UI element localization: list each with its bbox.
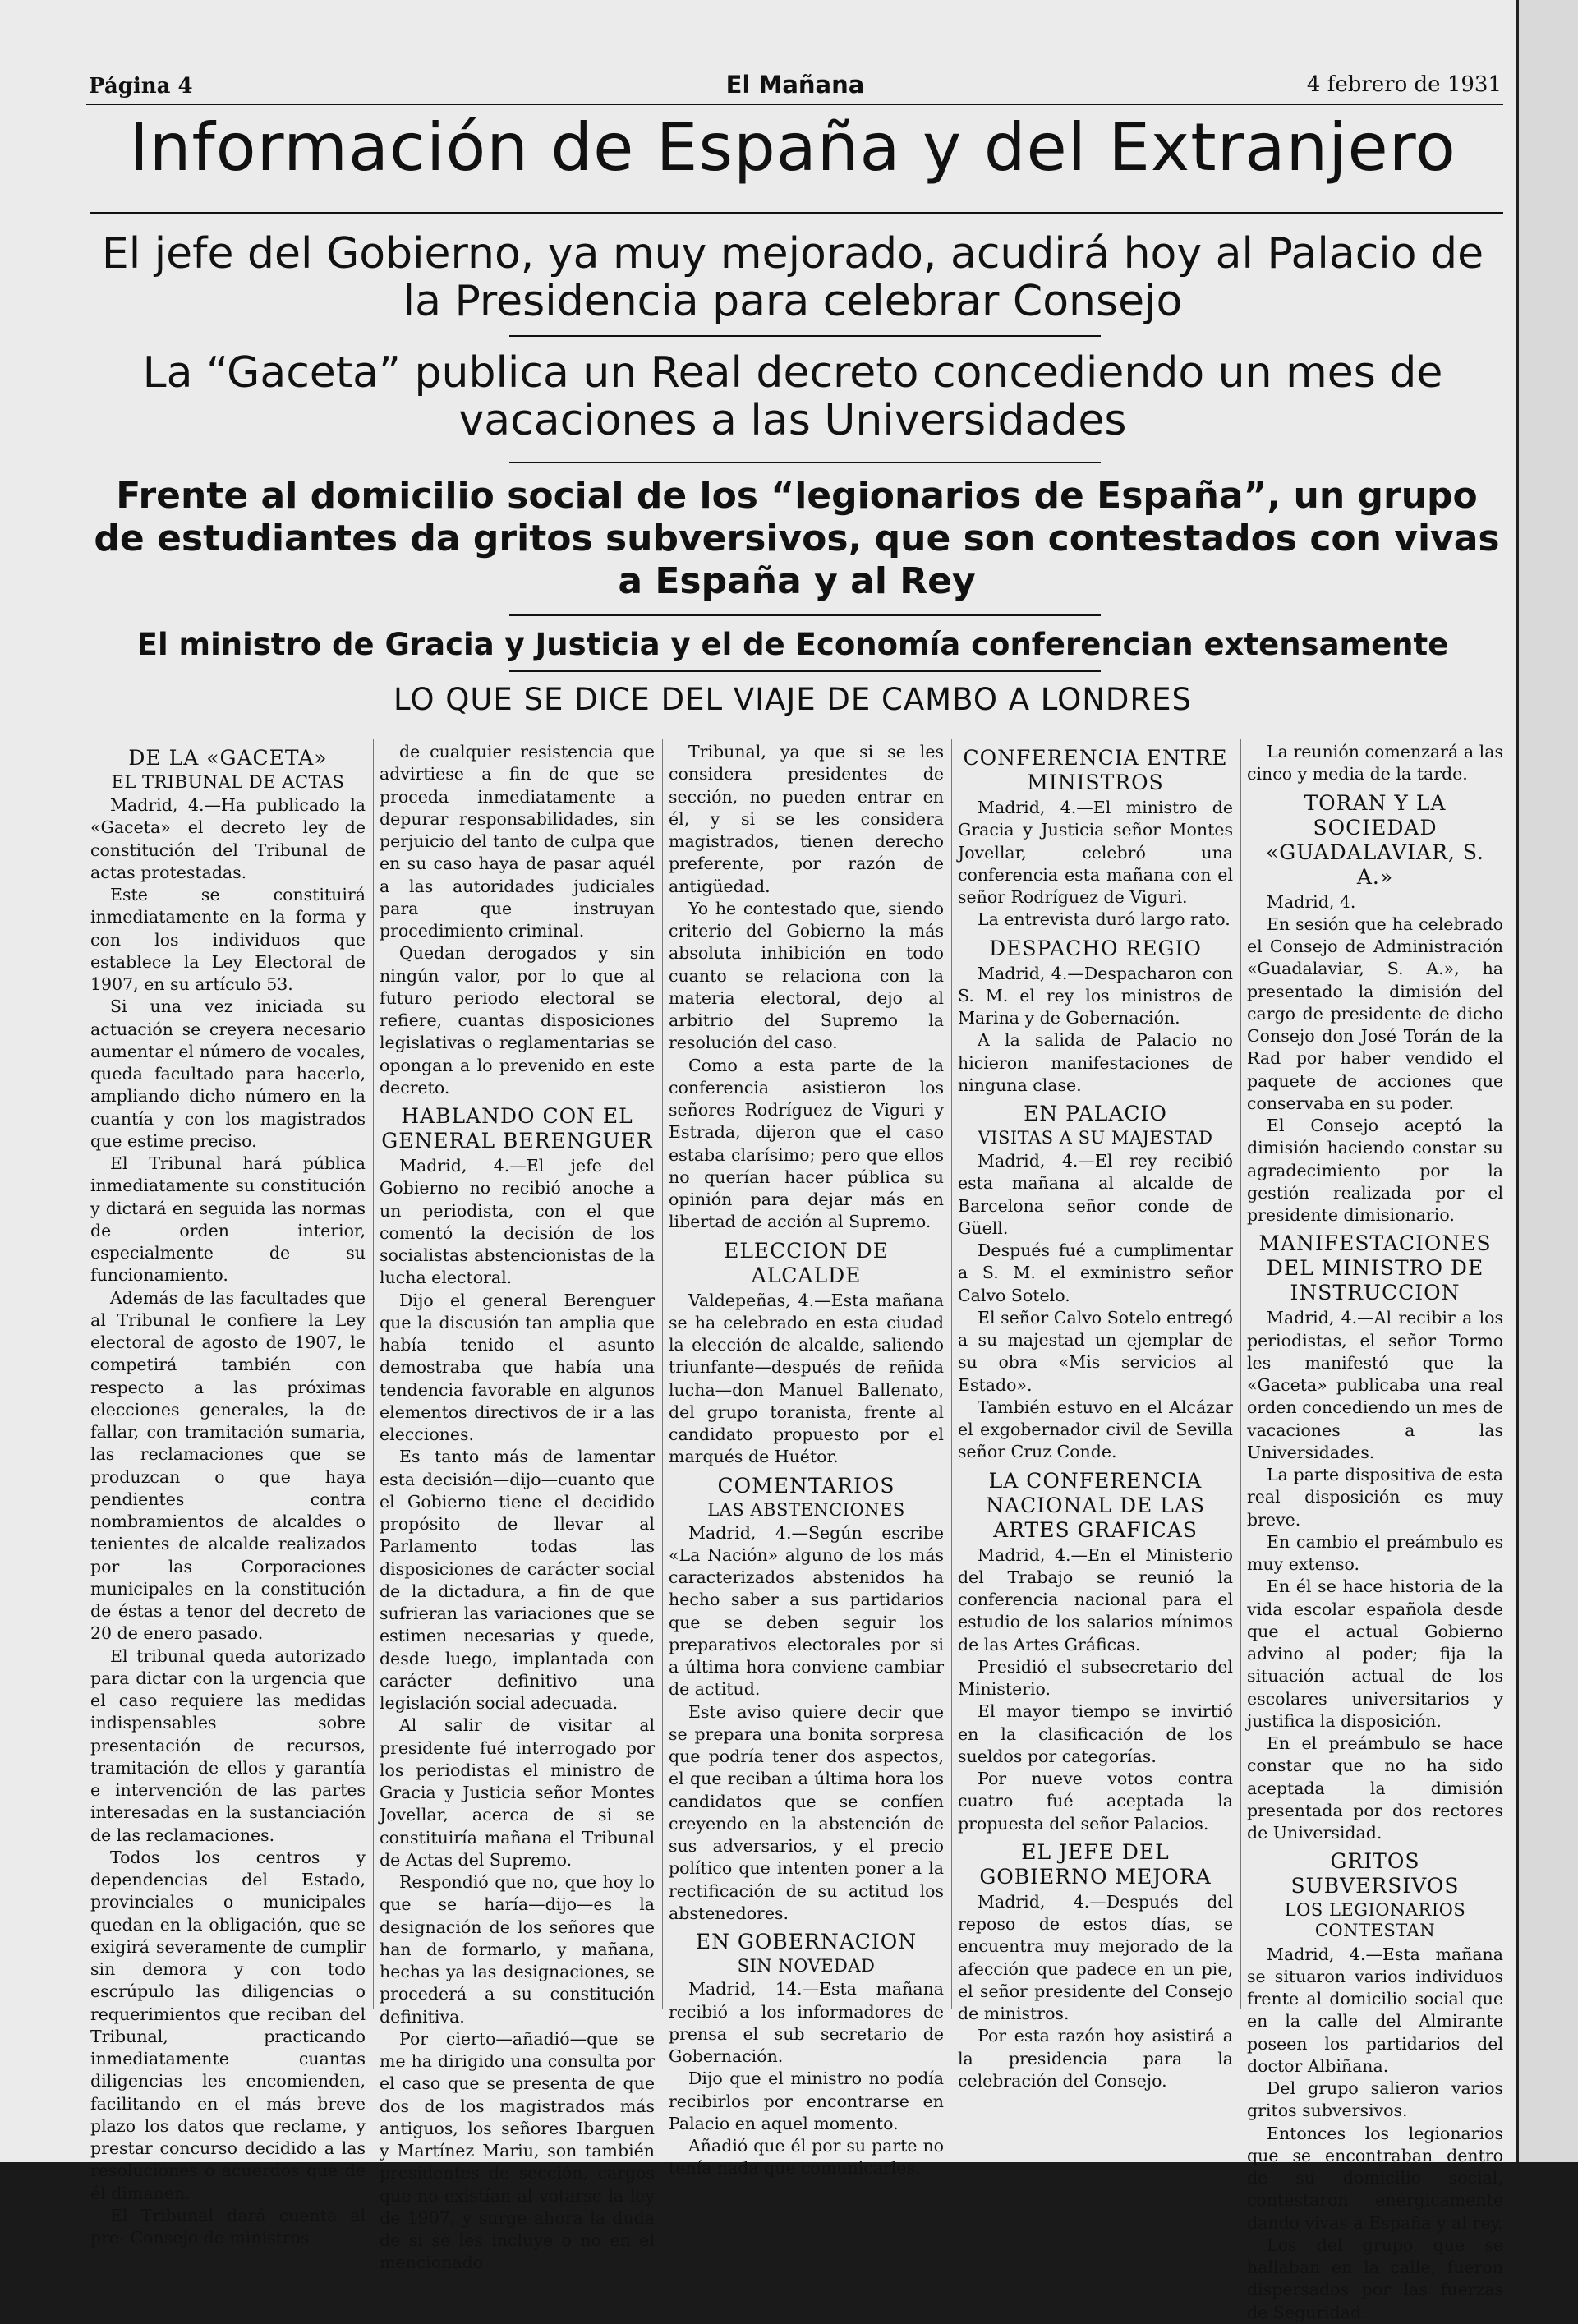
divider-2 [509, 462, 1101, 463]
col4-paragraph: Por nueve votos contra cuatro fué aceptada la propuesta del señor Palacios. [958, 1769, 1233, 1834]
page-header [89, 67, 1502, 100]
col1-paragraph: El tribunal queda autorizado para dictar con la urgencia que el caso requiere las medidas indispensables sobre presentación de recursos, tramitación de ellos y garantía e intervención de las partes interesadas en la sustanciación de las reclamaciones. [90, 1645, 366, 1845]
headline-gobierno: El jefe del Gobierno, ya muy mejorado, acudirá hoy al Palacio de la Presidencia para celebrar Consejo [101, 229, 1484, 327]
col5-paragraph: En él se hace historia de la vida escolar española desde que el actual Gobierno advino al poder; fija la situación actual de los escolares universitarios y justifica la disposición. [1247, 1576, 1503, 1731]
headline-ministros: El ministro de Gracia y Justicia y el de Economía conferencian extensamente [136, 627, 1449, 662]
col4-paragraph: Madrid, 4.—Despacharon con S. M. el rey los ministros de Marina y de Gobernación. [958, 963, 1233, 1028]
col1-paragraph: Si una vez iniciada su actuación se creyera necesario aumentar el número de vocales, queda facultado para hacerlo, ampliando dicho número en la cuantía y con los magistrados que estime preciso. [90, 996, 366, 1151]
col4-paragraph: Madrid, 4.—Después del reposo de estos días, se encuentra muy mejorado de la afección que padece en un pie, el señor presidente del Consejo de ministros. [958, 1891, 1233, 2024]
col1-paragraph: Este se constituirá inmediatamente en la forma y con los individuos que establece la Ley Electoral de 1907, en su artículo 53. [90, 885, 366, 995]
col4-title: EL JEFE DEL GOBIERNO MEJORA [979, 1839, 1212, 1889]
col1-paragraph: Todos los centros y dependencias del Estado, provinciales o municipales quedan en la obligación, que se exigirá severamente de cumplir sin demora y con todo escrúpulo las diligencias o requerimientos que reciban del Tribunal, practicando inmediatamente cuantas diligencias les encomienden, facilitando en el más breve plazo los datos que reclame, y prestar concurso decidido a las resoluciones o acuerdos que de él dimanen. [90, 1847, 366, 2203]
column-3 [669, 741, 944, 2179]
masthead: El Mañana [725, 71, 865, 99]
col1-paragraph: El Tribunal dará cuenta al pre- Consejo de ministros [90, 2205, 366, 2248]
col5-subtitle: LOS LEGIONARIOS CONTESTAN [1284, 1900, 1466, 1941]
headline-legionarios: Frente al domicilio social de los “legionarios de España”, un grupo de estudiantes da gritos subversivos, que son contestados con vivas a España y al Rey [94, 475, 1500, 602]
column-divider [951, 739, 952, 2009]
col3-paragraph: Como a esta parte de la conferencia asistieron los señores Rodríguez de Viguri y Estrada, dijeron que el caso estaba clarísimo; pero que ellos no querían hacer pública su opinión para dejar más en libertad de acción al Supremo. [669, 1055, 944, 1232]
col2-paragraph: Es tanto más de lamentar esta decisión—dijo—cuanto que el Gobierno tiene el decidido propósito de llevar al Parlamento todas las disposiciones de carácter social de la dictadura, a fin de que sufrieran las variaciones que se estimen necesarias y quede, desde luego, implantada con carácter definitivo una legislación social adecuada. [380, 1447, 655, 1713]
col3-paragraph: Madrid, 4.—Según escribe «La Nación» alguno de los más caracterizados abstenidos ha hecho saber a sus partidarios que se deben seguir los preparativos electorales por si a última hora conviene cambiar de actitud. [669, 1522, 944, 1700]
col2-paragraph: de cualquier resistencia que advirtiese a fin de que se proceda inmediatamente a depurar responsabilidades, sin perjuicio del tanto de culpa que en su caso haya de pasar aquél a las autoridades judiciales para que instruyan procedimiento criminal. [380, 742, 655, 941]
header-rule [86, 104, 1503, 105]
col4-title: DESPACHO REGIO [989, 936, 1202, 960]
col1-paragraph: Además de las facultades que al Tribunal le confiere la Ley electoral de agosto de 1907, le competirá también con respecto a las próximas elecciones generales, la de fallar, con tramitación sumaria, las reclamaciones que se produzcan o que haya pendientes contra nombramientos de alcaldes o tenientes de alcalde realizados por las Corporaciones municipales en la constitución de éstas a tenor del decreto de 20 de enero pasado. [90, 1287, 366, 1644]
adjacent-page-edge [1516, 0, 1578, 2162]
column-divider [1240, 739, 1241, 2009]
col5-paragraph: En el preámbulo se hace constar que no ha sido aceptada la dimisión presentada por dos rectores de Universidad. [1247, 1733, 1503, 1843]
col4-paragraph: Por esta razón hoy asistirá a la presidencia para la celebración del Consejo. [958, 2026, 1233, 2091]
col2-title: HABLANDO CON EL GENERAL BERENGUER [381, 1104, 653, 1153]
col4-paragraph: La entrevista duró largo rato. [978, 909, 1231, 930]
section-rule [90, 212, 1503, 214]
col3-subtitle: LAS ABSTENCIONES [707, 1499, 905, 1520]
col5-paragraph: Los del grupo que se hallaban en la calle, fueron dispersados por las fuerzas de Seguridad. [1247, 2234, 1503, 2322]
column-divider [373, 739, 374, 2009]
col4-title: CONFERENCIA ENTRE MINISTROS [963, 746, 1228, 794]
col2-paragraph: Quedan derogados y sin ningún valor, por lo que al futuro periodo electoral se refiere, cuantas disposiciones legislativas o reglamentarias se opongan a lo prevenido en este decreto. [380, 943, 655, 1098]
col4-title: EN PALACIO [1024, 1102, 1167, 1125]
col3-paragraph: Dijo que el ministro no podía recibirlos por encontrarse en Palacio en aquel momento. [669, 2069, 944, 2133]
col4-subtitle: VISITAS A SU MAJESTAD [978, 1128, 1213, 1148]
headline-gaceta: La “Gaceta” publica un Real decreto concediendo un mes de vacaciones a las Universidades [142, 348, 1443, 446]
column-5 [1247, 741, 1503, 2322]
col4-paragraph: Presidió el subsecretario del Ministerio. [958, 1656, 1233, 1700]
col4-paragraph: Madrid, 4.—El rey recibió esta mañana al alcalde de Barcelona señor conde de Güell. [958, 1151, 1233, 1238]
col1-paragraph: El Tribunal hará pública inmediatamente su constitución y dictará en seguida las normas de orden interior, especialmente de su funcionamiento. [90, 1153, 366, 1286]
col1-paragraph: Madrid, 4.—Ha publicado la «Gaceta» el decreto ley de constitución del Tribunal de actas protestadas. [90, 795, 366, 882]
col3-title: COMENTARIOS [717, 1473, 895, 1498]
column-divider [662, 739, 663, 2009]
col3-paragraph: Añadió que él por su parte no tenía nada que comunicarles. [669, 2136, 944, 2179]
col5-paragraph: La parte dispositiva de esta real disposición es muy breve. [1247, 1465, 1503, 1530]
col4-paragraph: El mayor tiempo se invirtió en la clasificación de los sueldos por categorías. [958, 1701, 1233, 1766]
col3-paragraph: Este aviso quiere decir que se prepara una bonita sorpresa que podría tener dos aspectos, el que reciban a última hora los candidatos que se confíen creyendo en la abstención de sus adversarios, y el precio político que intenten poner a la rectificación de su actitud los abstenedores. [669, 1701, 944, 1923]
headline-cambo: LO QUE SE DICE DEL VIAJE DE CAMBO A LONDRES [393, 682, 1192, 717]
divider-1 [509, 335, 1101, 337]
col3-title: EN GOBERNACION [695, 1930, 918, 1954]
col5-title: MANIFESTACIONES DEL MINISTRO DE INSTRUCCION [1258, 1231, 1492, 1305]
col5-title: GRITOS SUBVERSIVOS [1290, 1849, 1460, 1898]
col5-paragraph: Madrid, 4. [1267, 891, 1356, 912]
column-4 [958, 741, 1233, 2091]
col2-paragraph: Respondió que no, que hoy lo que se haría—dijo—es la designación de los señores que han de formarlo, y mañana, hechas ya las designaciones, se procederá a su constitución definitiva. [380, 1872, 655, 2027]
column-2 [380, 741, 655, 2273]
column-1 [90, 741, 366, 2248]
col4-paragraph: El señor Calvo Sotelo entregó a su majestad un ejemplar de su obra «Mis servicios al Estado». [958, 1307, 1233, 1395]
col5-paragraph: La reunión comenzará a las cinco y media de la tarde. [1247, 742, 1503, 785]
col3-subtitle: SIN NOVEDAD [737, 1956, 876, 1977]
col4-paragraph: Madrid, 4.—El ministro de Gracia y Justicia señor Montes Jovellar, celebró una conferencia esta mañana con el señor Rodríguez de Viguri. [958, 798, 1233, 907]
col1-title: DE LA «GACETA» [128, 746, 328, 770]
col5-paragraph: En sesión que ha celebrado el Consejo de Administración «Guadalaviar, S. A.», ha presentado la dimisión del cargo de presidente de dicho Consejo don José Torán de la Rad por haber vendido el paquete de acciones que conservaba en su poder. [1247, 913, 1503, 1113]
col2-paragraph: Dijo el general Berenguer que la discusión tan amplia que había tenido el asunto demostraba que había una tendencia favorable en algunos elementos directivos de ir a las elecciones. [380, 1290, 655, 1444]
col4-title: LA CONFERENCIA NACIONAL DE LAS ARTES GRAFICAS [986, 1468, 1205, 1542]
col2-paragraph: Madrid, 4.—El jefe del Gobierno no recibió anoche a un periodista, con el que comentó la decisión de los socialistas abstencionistas de la lucha electoral. [380, 1156, 655, 1288]
col3-paragraph: Valdepeñas, 4.—Esta mañana se ha celebrado en esta ciudad la elección de alcalde, saliendo triunfante—después de reñida lucha—don Manuel Ballenato, del grupo toranista, frente al candidato propuesto por el marqués de Huétor. [669, 1290, 944, 1467]
divider-3 [509, 614, 1101, 616]
col3-paragraph: Yo he contestado que, siendo criterio del Gobierno la más absoluta inhibición en todo cuanto se relaciona con la materia electoral, dejo al arbitrio del Supremo la resolución del caso. [669, 898, 944, 1053]
col5-paragraph: Madrid, 4.—Esta mañana se situaron varios individuos frente al domicilio social que en la calle del Almirante poseen los partidarios del doctor Albiñana. [1247, 1944, 1503, 2076]
col2-paragraph: Al salir de visitar al presidente fué interrogado por los periodistas el ministro de Gracia y Justicia señor Montes Jovellar, acerca de si se constituiría mañana el Tribunal de Actas del Supremo. [380, 1715, 655, 1870]
col4-paragraph: A la salida de Palacio no hicieron manifestaciones de ninguna clase. [958, 1030, 1233, 1095]
col3-title: ELECCION DE ALCALDE [724, 1238, 889, 1287]
col5-paragraph: Entonces los legionarios que se encontraban dentro de su domicilio social, contestaron enérgicamente dando vivas a España y al rey. [1247, 2123, 1503, 2233]
page-number: Página 4 [89, 74, 193, 99]
issue-date: 4 febrero de 1931 [1306, 72, 1502, 97]
col5-title: TORAN Y LA SOCIEDAD «GUADALAVIAR, S. A.» [1265, 790, 1484, 889]
col3-paragraph: Madrid, 14.—Esta mañana recibió a los informadores de prensa el sub secretario de Gobernación. [669, 1979, 944, 2067]
col1-subtitle: EL TRIBUNAL DE ACTAS [111, 772, 345, 792]
col5-paragraph: En cambio el preámbulo es muy extenso. [1247, 1531, 1503, 1574]
col2-paragraph: Por cierto—añadió—que se me ha dirigido una consulta por el caso que se presenta de que dos de los magistrados más antiguos, los señores Ibarguen y Martínez Mariu, son también presidentes de sección, cargos que no existían al votarse la ley de 1907, y surge ahora la duda de si se les incluye o no en el mencionado [380, 2028, 655, 2273]
col3-paragraph: Tribunal, ya que si se les considera presidentes de sección, no pueden entrar en él, y si se les considera magistrados, tienen derecho preferente, por razón de antigüedad. [669, 742, 944, 896]
col4-paragraph: También estuvo en el Alcázar el exgobernador civil de Sevilla señor Cruz Conde. [958, 1397, 1233, 1462]
col5-paragraph: El Consejo aceptó la dimisión haciendo constar su agradecimiento por la gestión realizada por el presidente dimisionario. [1247, 1116, 1503, 1225]
divider-4 [509, 670, 1101, 672]
col4-paragraph: Madrid, 4.—En el Ministerio del Trabajo se reunió la conferencia nacional para el estudio de los salarios mínimos de las Artes Gráficas. [958, 1544, 1233, 1654]
section-title: Información de España y del Extranjero [129, 109, 1456, 186]
col5-paragraph: Del grupo salieron varios gritos subversivos. [1247, 2078, 1503, 2121]
col4-paragraph: Después fué a cumplimentar a S. M. el exministro señor Calvo Sotelo. [958, 1240, 1233, 1305]
col5-paragraph: Madrid, 4.—Al recibir a los periodistas, el señor Tormo les manifestó que la «Gaceta» publicaba una real orden concediendo un mes de vacaciones a las Universidades. [1247, 1308, 1503, 1462]
